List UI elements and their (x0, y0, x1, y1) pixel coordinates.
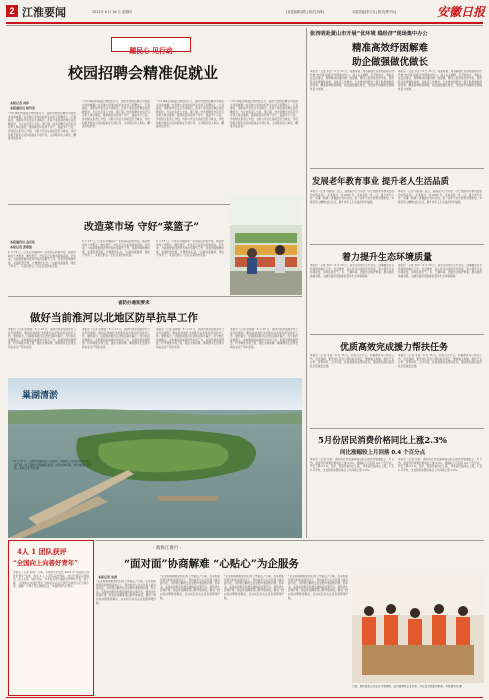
divider (310, 428, 484, 429)
market-body: 6 月 15 日，记者走进铜陵市一家改造后的菜市场，看到市场内干净整洁、摊位规范，市民们正在挑选新鲜蔬菜。近年来，当地持续推进农贸市场改造提升工作，改善市场购物环境，完善配套设施，方便群众生活。“以前地面湿滑，现在干净多了，买菜也舒心。”正在买菜的市民说。 (8, 251, 76, 269)
masthead-rule-thin (6, 25, 483, 26)
section-banner (111, 37, 191, 55)
top-headline: 精准高效纾困解难 (352, 43, 429, 54)
lead-headline: 校园招聘会精准促就业 (68, 64, 219, 82)
market-photo-art (230, 195, 302, 295)
help-headline: 优质高效完成援力帮扶任务 (340, 343, 449, 353)
chaohu-photo-art (8, 378, 302, 538)
market-body-col3: 6 月 15 日，记者走进铜陵市一家改造后的菜市场，看到市场内干净整洁、摊位规范，市民们正在挑选新鲜蔬菜。近年来，当地持续推进农贸市场改造提升工作，改善市场购物环境，完善配套设施，方便群众生活。“以前地面湿滑，现在干净多了，买菜也舒心。”正在买菜的市民说。 (156, 240, 224, 258)
page-name: 江淮要闻 (22, 6, 66, 19)
proof-line: 本版责编[李文永] 版式[傅中兵] (352, 10, 397, 14)
divider (310, 244, 484, 245)
cpi-body: 本报讯（记者 郑莉）国家统计局安徽调查总队日前发布数据显示，5 月份，我省居民消费价格同比上涨 2.3%，涨幅较上月回落 0.4 个百分点；环比下降 0.1%。其中，食品价格同比上涨，非食品价格同比上涨。1 至 5 月平均，全省居民消费价格比上年同期上涨 1.9%。 (310, 458, 394, 472)
chaohu-photo-caption: 6 月 15 日，合肥市巢湖清淤工程现场，挖掘机正在进行清淤作业。据了解，该工程通过清除湖底淤泥，改善水体环境，提升巢湖生态功能。本报记者 程兆 摄 (14, 460, 92, 471)
top-kicker: 张西明赴黄山市开展“优环境 稳经济”现场集中办公 (310, 31, 428, 37)
drought-body: 本报讯（记者 张敬波）6 月 15 日，省防汛抗旱指挥部办公室印发通知，要求各地做好当前淮河以北地区防旱抗旱工作。通知指出，近期我省淮河以北地区降水偏少，部分地区旱情露头。各地要高度重视防旱抗旱工作，加强旱情监测预警，科学调度水利工程，强化水源保障，确保群众生活用水和农业生产用水需求。 (8, 328, 76, 349)
market-headline: 改造菜市场 守好“菜篮子” (84, 222, 199, 233)
page-number-badge (6, 5, 18, 17)
help-body-col2: 本报讯（记者 李浩）6 月 15 日，我省召开会议，部署推进对口帮扶工作。会议强调，要坚决扛起对口帮扶政治责任，聚焦重点领域，强化产业合作、劳务协作、人才交流，优质高效完成帮扶任务，推动帮扶地区经济社会高质量发展。 (398, 354, 482, 368)
page-number: 2 (9, 6, 15, 16)
section-banner-label: 踵民心 见行动 (129, 47, 173, 55)
chaohu-photo (8, 378, 302, 538)
drought-headline: 做好当前淮河以北地区防旱抗旱工作 (30, 312, 198, 324)
cppcc-body-col4: “企业的困难就是我们的工作重点。”日前，在某地政协组织的协商座谈会上，政协委员与企业负责人面对面交流，共同探讨解决企业发展中遇到的问题。近年来，各级政协组织积极搭建协商议事平台，围绕优化营商环境、助企纾困解难等议题开展协商，推动一批实际问题得到解决，以实际行动为企业发展保驾护航。 (288, 575, 348, 600)
youth-title: 4人 1 团队获评 (17, 547, 67, 556)
cpi-subheadline: 同比涨幅较上月回落 0.4 个百分点 (340, 450, 426, 456)
cppcc-body: “企业的困难就是我们的工作重点。”日前，在某地政协组织的协商座谈会上，政协委员与企业负责人面对面交流，共同探讨解决企业发展中遇到的问题。近年来，各级政协组织积极搭建协商议事平台，围绕优化营商环境、助企纾困解难等议题开展协商，推动一批实际问题得到解决，以实际行动为企业发展保驾护航。 (96, 580, 156, 605)
cppcc-body-col2: “企业的困难就是我们的工作重点。”日前，在某地政协组织的协商座谈会上，政协委员与企业负责人面对面交流，共同探讨解决企业发展中遇到的问题。近年来，各级政协组织积极搭建协商议事平台，围绕优化营商环境、助企纾困解难等议题开展协商，推动一批实际问题得到解决，以实际行动为企业发展保驾护航。 (160, 575, 220, 600)
top-body: 本报讯（记者 李浩）6 月 15 日，省委常委、常务副省长张西明赴黄山市开展“优环境 稳经济”现场集中办公，深入企业调研，召开座谈会，听取企业意见建议，帮助解决困难问题。他强调，要深入贯彻落实党中央、国务院决策部署和省委、省政府工作要求，扎实推进稳经济一揽子政策措施落地见效，精准高效纾困解难，助企做强做优做长，为经济平稳健康发展提供有力支撑。 (310, 70, 394, 91)
lead-body-col2: “今年求职的氛围让我倍感压力，因此学校的招聘会对我而言非常重要。”在安徽大学举办的毕业生线下招聘会上，记者看到，求职的毕业生们手拿简历，在各个展位前咨询企业招聘需求，与企业负责人交流。据了解，此次招聘会共有近百家用人单位参加，提供就业岗位两千余个，涵盖多个行业。学校相关负责人介绍，为助力毕业生高质量充分就业，学校积极开展访企拓岗促就业专项行动，主动联系用人单位，精准对接需求。 (82, 100, 150, 129)
market-byline: 本报通讯员 金亮佑 (10, 240, 36, 244)
column-divider (306, 28, 307, 538)
newspaper-logo: 安徽日报 (437, 5, 486, 19)
footer-rule (6, 697, 483, 698)
divider (310, 168, 484, 169)
meeting-photo-caption: 日前，政协委员走进企业开展调研，面对面倾听企业诉求，为企业发展建言献策。本报通讯员 摄 (352, 685, 462, 688)
cppcc-body-col3: “企业的困难就是我们的工作重点。”日前，在某地政协组织的协商座谈会上，政协委员与企业负责人面对面交流，共同探讨解决企业发展中遇到的问题。近年来，各级政协组织积极搭建协商议事平台，围绕优化营商环境、助企纾困解难等议题开展协商，推动一批实际问题得到解决，以实际行动为企业发展保驾护航。 (224, 575, 284, 600)
market-byline-2: 本报记者 张敬波 (10, 245, 33, 249)
youth-title-2: “全国向上向善好青年” (13, 559, 78, 567)
drought-kicker: 省防办通知要求 (118, 301, 150, 306)
editor-line: [省委编辑部报] 版式[刘涛] (286, 10, 324, 14)
masthead-rule (6, 22, 483, 24)
lead-body-col4: “今年求职的氛围让我倍感压力，因此学校的招聘会对我而言非常重要。”在安徽大学举办的毕业生线下招聘会上，记者看到，求职的毕业生们手拿简历，在各个展位前咨询企业招聘需求，与企业负责人交流。据了解，此次招聘会共有近百家用人单位参加，提供就业岗位两千余个，涵盖多个行业。学校相关负责人介绍，为助力毕业生高质量充分就业，学校积极开展访企拓岗促就业专项行动，主动联系用人单位，精准对接需求。 (230, 100, 298, 129)
bottom-divider (96, 540, 484, 541)
cpi-headline: 5月份居民消费价格同比上涨2.3% (318, 435, 447, 445)
divider (8, 296, 302, 297)
edu-headline: 发展老年教育事业 提升老人生活品质 (312, 176, 449, 186)
market-photo (230, 195, 302, 295)
env-body-col2: 本报讯（记者 朱卓）6 月 15 日，省生态环境厅召开会议，部署推进生态环境保护重点工作。会议要求，深入打好污染防治攻坚战，着力提升生态环境质量，持续改善空气、水、土壤环境，加强生态保护修复，推动绿色低碳发展，为建设美好安徽提供坚实生态环境保障。 (398, 264, 482, 278)
help-body: 本报讯（记者 李浩）6 月 15 日，我省召开会议，部署推进对口帮扶工作。会议强调，要坚决扛起对口帮扶政治责任，聚焦重点领域，强化产业合作、劳务协作、人才交流，优质高效完成帮扶任务，推动帮扶地区经济社会高质量发展。 (310, 354, 394, 368)
env-body: 本报讯（记者 朱卓）6 月 15 日，省生态环境厅召开会议，部署推进生态环境保护重点工作。会议要求，深入打好污染防治攻坚战，着力提升生态环境质量，持续改善空气、水、土壤环境，加强生态保护修复，推动绿色低碳发展，为建设美好安徽提供坚实生态环境保障。 (310, 264, 394, 278)
env-headline: 着力提升生态环境质量 (342, 253, 433, 263)
meeting-photo-art (352, 575, 484, 683)
edu-body-col2: 本报讯（记者 许蔚冰）近日，省政府办公厅印发《关于推进老年教育发展的实施意见》。意见提出，到 2025 年，全省各县（市、区）建立老年大学，乡镇（街道）普遍建立老年学校，进一步扩大老年教育资源供给，丰富老年人精神文化生活，提升老年人生活品质和幸福感。 (398, 190, 482, 204)
cppcc-kicker: · 政协江淮行 · (153, 546, 182, 551)
lead-body: “今年求职的氛围让我倍感压力，因此学校的招聘会对我而言非常重要。”在安徽大学举办的毕业生线下招聘会上，记者看到，求职的毕业生们手拿简历，在各个展位前咨询企业招聘需求，与企业负责人交流。据了解，此次招聘会共有近百家用人单位参加，提供就业岗位两千余个，涵盖多个行业。学校相关负责人介绍，为助力毕业生高质量充分就业，学校积极开展访企拓岗促就业专项行动，主动联系用人单位，精准对接需求。 (8, 112, 76, 141)
drought-body-col3: 本报讯（记者 张敬波）6 月 15 日，省防汛抗旱指挥部办公室印发通知，要求各地做好当前淮河以北地区防旱抗旱工作。通知指出，近期我省淮河以北地区降水偏少，部分地区旱情露头。各地要高度重视防旱抗旱工作，加强旱情监测预警，科学调度水利工程，强化水源保障，确保群众生活用水和农业生产用水需求。 (156, 328, 224, 349)
drought-body-col2: 本报讯（记者 张敬波）6 月 15 日，省防汛抗旱指挥部办公室印发通知，要求各地做好当前淮河以北地区防旱抗旱工作。通知指出，近期我省淮河以北地区降水偏少，部分地区旱情露头。各地要高度重视防旱抗旱工作，加强旱情监测预警，科学调度水利工程，强化水源保障，确保群众生活用水和农业生产用水需求。 (82, 328, 150, 349)
market-body-col2: 6 月 15 日，记者走进铜陵市一家改造后的菜市场，看到市场内干净整洁、摊位规范，市民们正在挑选新鲜蔬菜。近年来，当地持续推进农贸市场改造提升工作，改善市场购物环境，完善配套设施，方便群众生活。“以前地面湿滑，现在干净多了，买菜也舒心。”正在买菜的市民说。 (82, 240, 150, 258)
drought-body-col4: 本报讯（记者 张敬波）6 月 15 日，省防汛抗旱指挥部办公室印发通知，要求各地做好当前淮河以北地区防旱抗旱工作。通知指出，近期我省淮河以北地区降水偏少，部分地区旱情露头。各地要高度重视防旱抗旱工作，加强旱情监测预警，科学调度水利工程，强化水源保障，确保群众生活用水和农业生产用水需求。 (230, 328, 298, 349)
cppcc-byline: 本报记者 朱茜 (98, 575, 118, 579)
meeting-photo (352, 575, 484, 683)
chaohu-photo-title: 巢湖清淤 (22, 391, 59, 401)
top-body-col2: 本报讯（记者 李浩）6 月 15 日，省委常委、常务副省长张西明赴黄山市开展“优环境 稳经济”现场集中办公，深入企业调研，召开座谈会，听取企业意见建议，帮助解决困难问题。他强调，要深入贯彻落实党中央、国务院决策部署和省委、省政府工作要求，扎实推进稳经济一揽子政策措施落地见效，精准高效纾困解难，助企做强做优做长，为经济平稳健康发展提供有力支撑。 (398, 70, 482, 91)
lead-byline: 本报记者 刘洋 (10, 101, 30, 105)
lead-byline-2: 本报通讯员 杨竹青 (10, 106, 36, 110)
lead-body-col3: “今年求职的氛围让我倍感压力，因此学校的招聘会对我而言非常重要。”在安徽大学举办的毕业生线下招聘会上，记者看到，求职的毕业生们手拿简历，在各个展位前咨询企业招聘需求，与企业负责人交流。据了解，此次招聘会共有近百家用人单位参加，提供就业岗位两千余个，涵盖多个行业。学校相关负责人介绍，为助力毕业生高质量充分就业，学校积极开展访企拓岗促就业专项行动，主动联系用人单位，精准对接需求。 (156, 100, 224, 129)
edu-body: 本报讯（记者 许蔚冰）近日，省政府办公厅印发《关于推进老年教育发展的实施意见》。意见提出，到 2025 年，全省各县（市、区）建立老年大学，乡镇（街道）普遍建立老年学校，进一步扩大老年教育资源供给，丰富老年人精神文化生活，提升老年人生活品质和幸福感。 (310, 190, 394, 204)
top-headline-2: 助企做强做优做长 (352, 57, 429, 68)
cpi-body-col2: 本报讯（记者 郑莉）国家统计局安徽调查总队日前发布数据显示，5 月份，我省居民消费价格同比上涨 2.3%，涨幅较上月回落 0.4 个百分点；环比下降 0.1%。其中，食品价格同比上涨，非食品价格同比上涨。1 至 5 月平均，全省居民消费价格比上年同期上涨 1.9%。 (398, 458, 482, 472)
cppcc-headline: “面对面”协商解难 “心贴心”为企服务 (124, 558, 299, 570)
youth-body: 本报讯（记者 赵旭）日前，共青团中央发布 2022 年“全国向上向善好青年”名单，我省 4 人 1 团队获此殊荣。他们分别是爱岗敬业、崇义友善、诚实守信、孝老爱亲等方面的优秀青年代表。据了解，“全国向上向善好青年”选树活动旨在发挥先进典型示范引领作用，激励广大青年坚定理想信念，争做新时代好青年。 (13, 571, 89, 589)
date-line: 2022年 6 月 16 日 星期四 (92, 10, 132, 14)
youth-box (8, 540, 94, 696)
divider (310, 334, 484, 335)
